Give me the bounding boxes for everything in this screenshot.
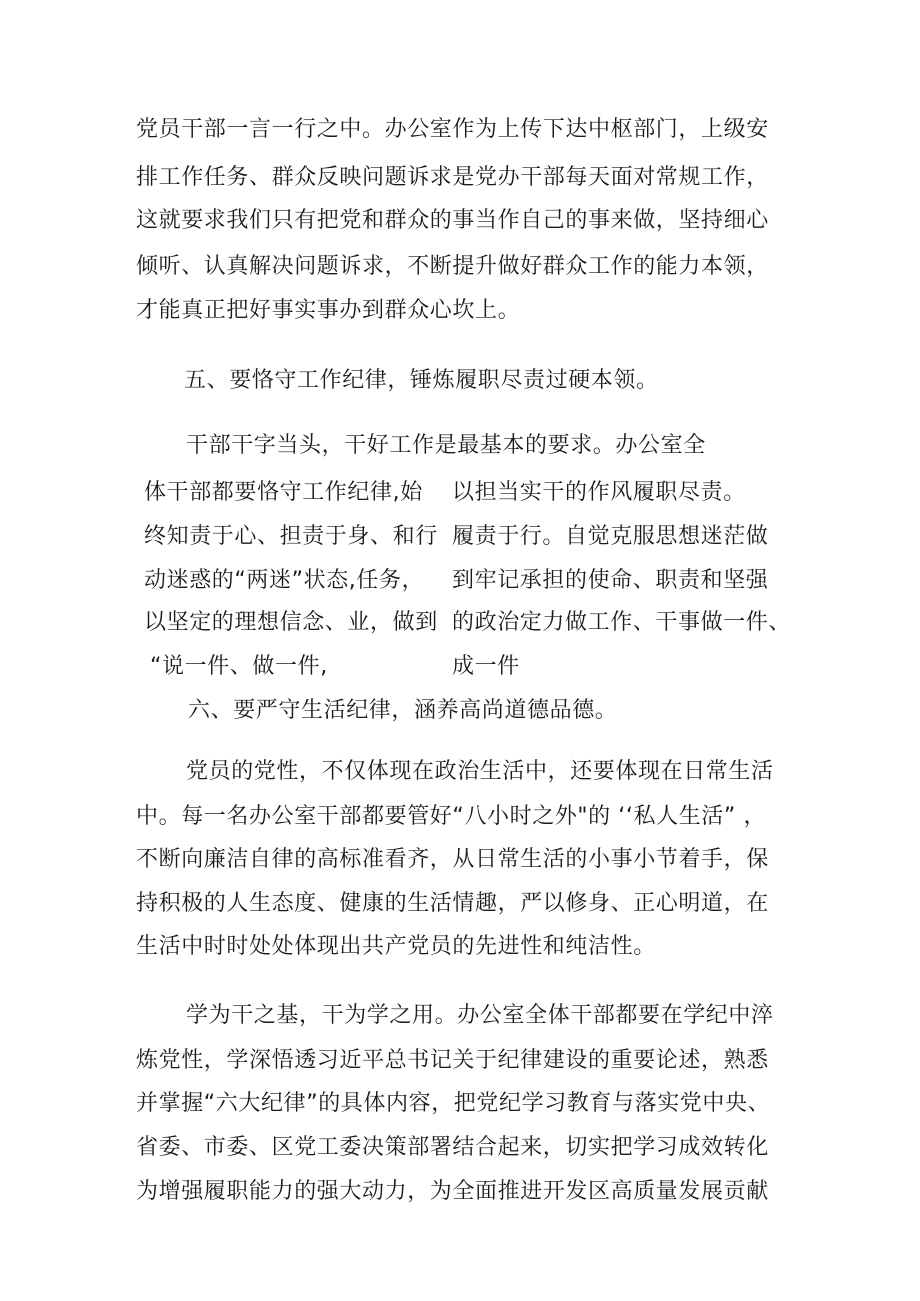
paragraph-line: 中。每一名办公室干部都要管好“八小时之外"的 ‘‘私人生活” ， [136,804,767,829]
right-column-line: 履责于行。自觉克服思想迷茫做 [452,524,769,549]
paragraph-line: 炼党性，学深悟透习近平总书记关于纪律建设的重要论述，熟悉 [136,1048,769,1073]
paragraph-line: 为增强履职能力的强大动力，为全面推进开发区高质量发展贡献 [136,1179,769,1204]
left-column-line: “说一件、做一件, [150,654,328,679]
paragraph-line: 省委、市委、区党工委决策部署结合起来，切实把学习成效转化 [136,1135,769,1160]
section-heading-5: 五、要恪守工作纪律，锤炼履职尽责过硬本领。 [184,368,659,393]
paragraph-line: 这就要求我们只有把党和群众的事当作自己的事来做，坚持细心 [136,208,769,233]
paragraph-line: 干部干字当头，干好工作是最基本的要求。办公室全 [186,433,706,458]
paragraph-line: 并掌握“六大纪律”的具体内容，把党纪学习教育与落实党中央、 [136,1091,771,1116]
section-heading-6: 六、要严守生活纪律，涵养高尚道德品德。 [188,698,618,723]
paragraph-line: 党员的党性，不仅体现在政治生活中，还要体现在日常生活 [186,759,774,784]
left-column-line: 终知责于心、担责于身、和行 [144,524,438,549]
left-column-line: 动迷惑的“两迷”状态,任务， [144,568,425,593]
right-column-line: 以担当实干的作风履职尽责。 [452,480,746,505]
paragraph-line: 倾听、认真解决问题诉求，不断提升做好群众工作的能力本领， [136,254,769,279]
paragraph-line: 学为干之基，干为学之用。办公室全体干部都要在学纪中淬 [186,1003,774,1028]
left-column-line: 以坚定的理想信念、业，做到 [144,610,438,635]
right-column-line: 到牢记承担的使命、职责和坚强 [452,568,769,593]
paragraph-line: 才能真正把好事实事办到群众心坎上。 [136,298,521,323]
left-column-line: 体干部都要恪守工作纪律,始 [144,480,423,505]
paragraph-line: 排工作任务、群众反映问题诉求是党办干部每天面对常规工作， [136,165,769,190]
paragraph-line: 持积极的人生态度、健康的生活情趣，严以修身、正心明道，在 [136,891,769,916]
paragraph-line: 生活中时时处处体现出共产党员的先进性和纯洁性。 [136,934,656,959]
right-column-line: 的政治定力做工作、干事做一件、 [452,610,792,635]
paragraph-line: 党员干部一言一行之中。办公室作为上传下达中枢部门，上级安 [136,117,769,142]
right-column-line: 成一件 [452,654,520,679]
paragraph-line: 不断向廉洁自律的高标准看齐，从日常生活的小事小节着手，保 [136,847,769,872]
